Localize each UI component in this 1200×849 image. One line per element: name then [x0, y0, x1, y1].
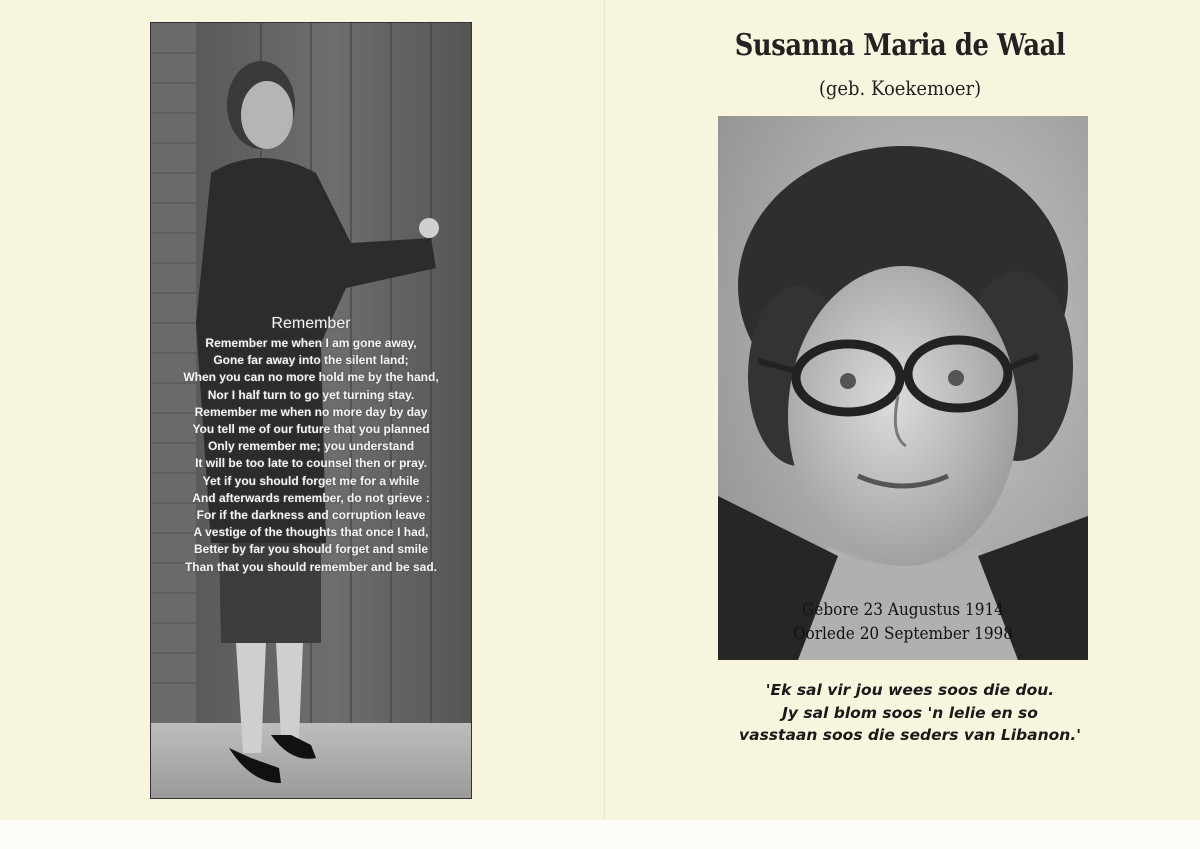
poem-block: [151, 315, 471, 576]
poem-line: A vestige of the thoughts that once I had,: [193, 525, 429, 540]
life-dates: [737, 598, 1070, 646]
poem-line: You tell me of our future that you planned: [192, 422, 430, 437]
poem-line: When you can no more hold me by the hand,: [183, 370, 439, 385]
maiden-name: (geb. Koekemoer): [818, 76, 982, 100]
poem-line: Better by far you should forget and smile: [193, 542, 429, 557]
poem-line: It will be too late to counsel then or pray.: [195, 456, 427, 471]
poem-line: Gone far away into the silent land;: [213, 353, 409, 368]
scripture-quote: [700, 679, 1120, 747]
deceased-name: Susanna Maria de Waal: [734, 28, 1066, 63]
quote-line: vasstaan soos die seders van Libanon.': [739, 726, 1081, 744]
poem-line: And afterwards remember, do not grieve :: [192, 490, 430, 505]
quote-line: 'Ek sal vir jou wees soos die dou.: [765, 681, 1055, 699]
card-fold: [604, 0, 606, 849]
poem-line: Yet if you should forget me for a while: [202, 473, 420, 488]
death-date: Oorlede 20 September 1998: [792, 624, 1014, 644]
poem-line: Than that you should remember and be sad.: [184, 559, 438, 574]
poem-line: Only remember me; you understand: [207, 439, 415, 454]
standing-woman-photo: [150, 22, 472, 799]
birth-date: Gebore 23 Augustus 1914: [802, 600, 1004, 620]
portrait-illustration: [718, 116, 1088, 660]
poem-title: Remember: [271, 315, 351, 332]
poem-line: Remember me when no more day by day: [194, 404, 428, 419]
quote-line: Jy sal blom soos 'n lelie en so: [782, 703, 1038, 722]
scan-edge: [0, 820, 1200, 849]
portrait-photo: [718, 116, 1088, 660]
poem-line: Remember me when I am gone away,: [205, 336, 417, 350]
poem-line: For if the darkness and corruption leave: [196, 508, 426, 523]
poem-line: Nor I half turn to go yet turning stay.: [207, 387, 415, 402]
